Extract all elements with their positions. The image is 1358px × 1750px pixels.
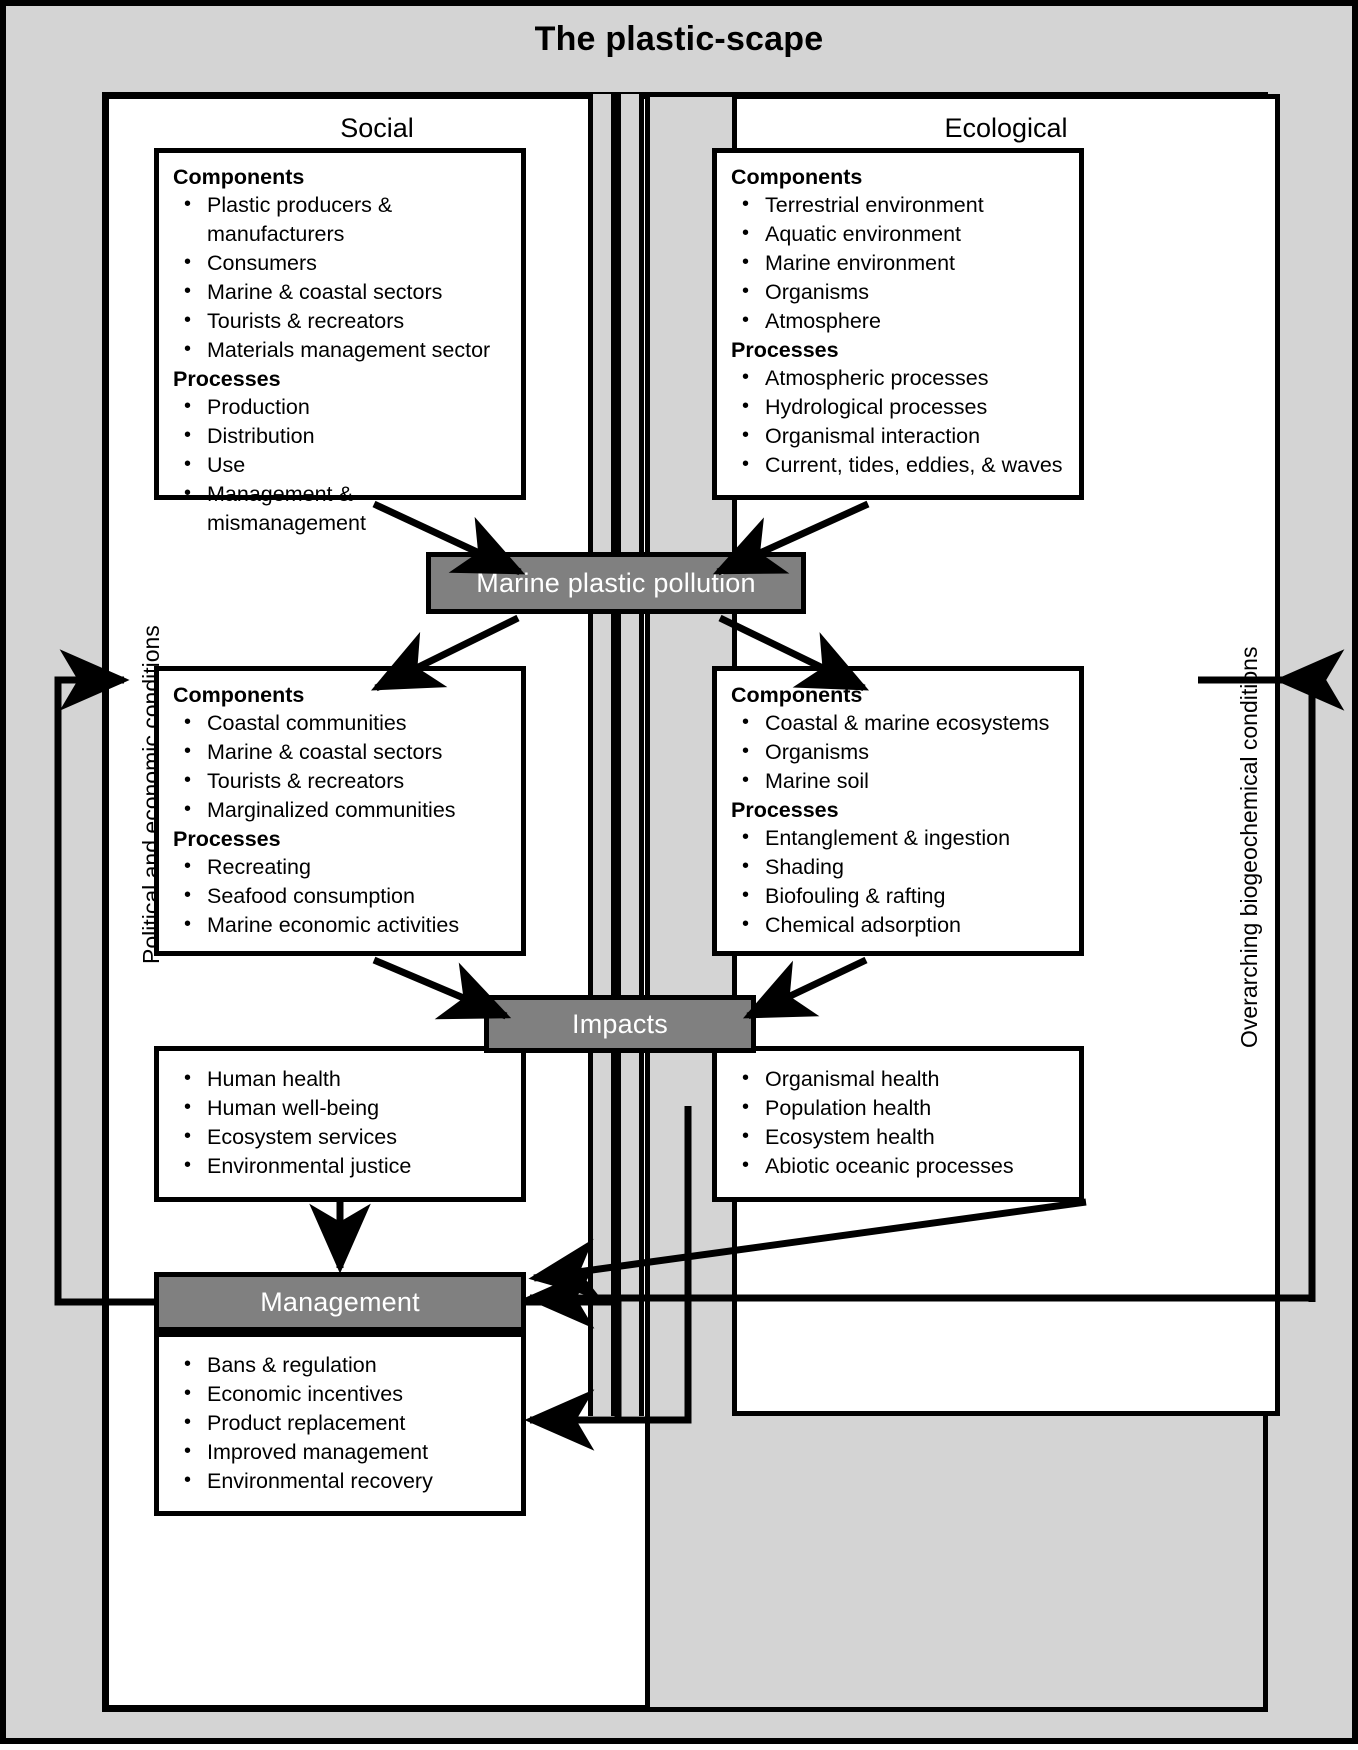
list-item: • Coastal & marine ecosystems [731,709,1065,738]
heading-components: Components [173,165,305,189]
list-item: • Shading [731,853,1065,882]
list-item: • Human health [173,1065,507,1094]
list-item: • Distribution [173,422,507,451]
list-item: • Environmental recovery [173,1467,507,1496]
panel-social-title: Social [340,113,414,143]
node-impacts [484,995,756,1053]
list-item: • Marine & coastal sectors [173,278,507,307]
label-political-economic-conditions: Political and economic conditions [138,625,164,964]
list-ecological-processes [731,364,1065,480]
heading-processes: Processes [173,366,281,391]
list-item: • Environmental justice [173,1152,507,1181]
heading-components: Components [731,165,863,189]
list-item: • Atmospheric processes [731,364,1065,393]
page-title: The plastic-scape [534,20,824,58]
list-management-actions [173,1351,507,1496]
list-item: • Hydrological processes [731,393,1065,422]
box-management-actions [154,1332,526,1516]
list-item: • Abiotic oceanic processes [731,1152,1065,1181]
box-social-components-processes [154,148,526,535]
list-item: • Ecosystem services [173,1123,507,1152]
list-item: • Organisms [731,738,1065,767]
list-social-components [173,191,507,364]
list-social-mid-components [173,709,507,825]
list-item: • Bans & regulation [173,1351,507,1380]
label-biogeochemical-conditions: Overarching biogeochemical conditions [1236,646,1262,1048]
list-item: • Product replacement [173,1409,507,1438]
list-item: • Marine & coastal sectors [173,738,507,767]
list-item: • Population health [731,1094,1065,1123]
node-management [154,1272,526,1332]
box-social-impacted-components-processes [154,666,526,956]
list-item: • Coastal communities [173,709,507,738]
list-item: • Recreating [173,853,507,882]
center-separator-left [588,94,616,1416]
center-separator-right [616,94,644,1416]
list-eco-impacts [731,1065,1065,1181]
box-ecological-impact-outcomes [712,1046,1084,1202]
heading-processes: Processes [731,798,839,823]
list-item: • Ecosystem health [731,1123,1065,1152]
list-item: • Current, tides, eddies, & waves [731,451,1065,480]
node-marine-plastic-pollution [426,552,806,614]
list-item: • Tourists & recreators [173,307,507,336]
node-label: Management [260,1286,420,1317]
list-item: • Seafood consumption [173,882,507,911]
list-item: • Materials management sector [173,336,507,365]
node-label: Impacts [572,1008,668,1039]
panel-ecological-title: Ecological [944,113,1068,143]
list-item: • Chemical adsorption [731,911,1065,940]
list-item: • Organismal health [731,1065,1065,1094]
list-item: • Atmosphere [731,307,1065,336]
list-item: • Marginalized communities [173,796,507,825]
list-social-impacts [173,1065,507,1181]
list-item: • Management & mismanagement [173,480,507,538]
list-item: • Economic incentives [173,1380,507,1409]
heading-processes: Processes [731,337,839,362]
list-item: • Terrestrial environment [731,191,1065,220]
list-item: • Organisms [731,278,1065,307]
heading-components: Components [731,683,863,707]
list-item: • Organismal interaction [731,422,1065,451]
list-ecological-components [731,191,1065,336]
box-ecological-components-processes [712,148,1084,500]
list-eco-mid-processes [731,824,1065,940]
heading-processes: Processes [173,827,281,851]
list-item: • Plastic producers & manufacturers [173,191,507,249]
list-item: • Use [173,451,507,480]
list-item: • Improved management [173,1438,507,1467]
box-social-impact-outcomes [154,1046,526,1202]
box-ecological-impacted-components-processes [712,666,1084,956]
heading-components: Components [173,683,305,707]
list-social-processes [173,393,507,538]
list-item: • Marine soil [731,767,1065,796]
list-item: • Production [173,393,507,422]
list-item: • Aquatic environment [731,220,1065,249]
list-item: • Tourists & recreators [173,767,507,796]
list-item: • Marine economic activities [173,911,507,940]
list-eco-mid-components [731,709,1065,796]
list-item: • Marine environment [731,249,1065,278]
list-social-mid-processes [173,853,507,940]
list-item: • Biofouling & rafting [731,882,1065,911]
list-item: • Human well-being [173,1094,507,1123]
list-item: • Consumers [173,249,507,278]
node-label: Marine plastic pollution [476,567,756,598]
list-item: • Entanglement & ingestion [731,824,1065,853]
